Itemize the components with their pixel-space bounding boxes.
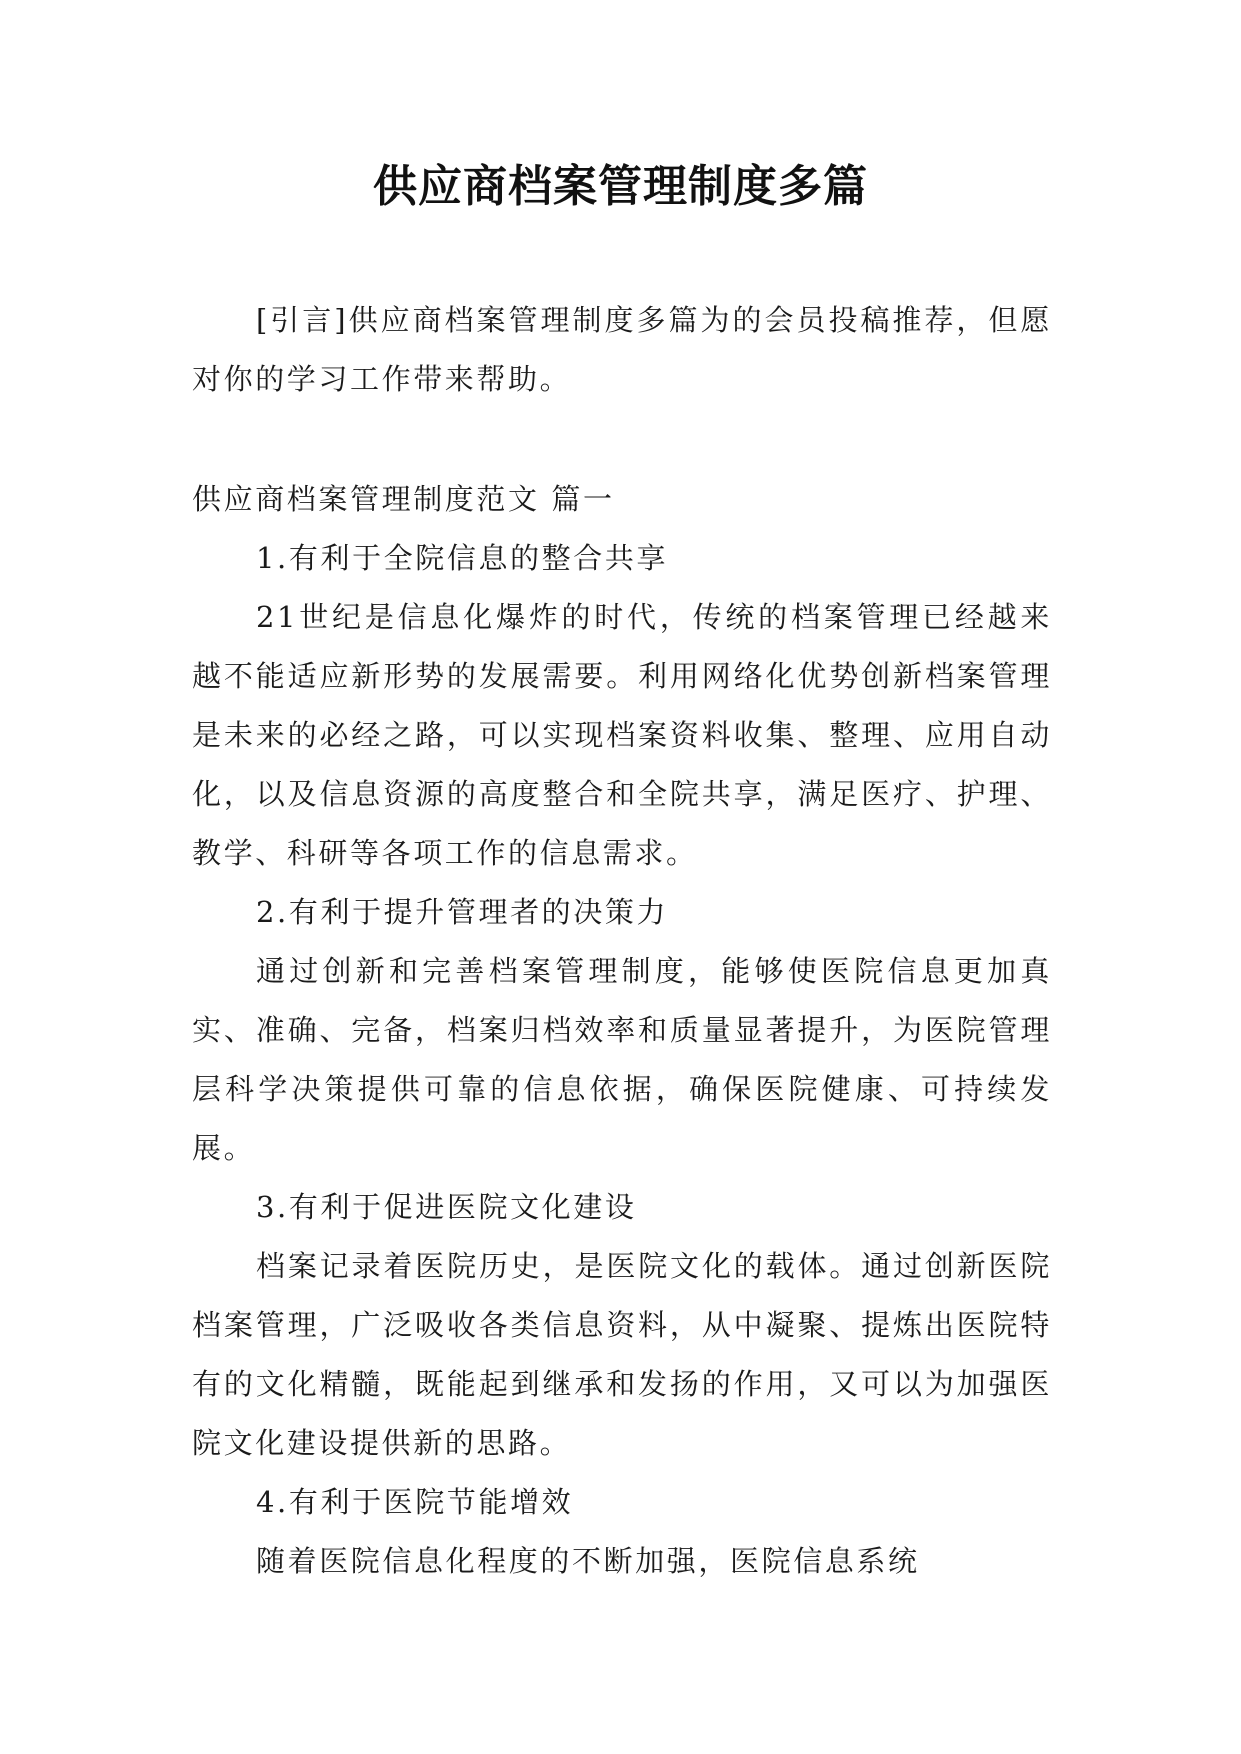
item-heading-3: 3.有利于促进医院文化建设 xyxy=(256,1190,637,1224)
item-paragraph-3: 档案记录着医院历史，是医院文化的载体。通过创新医院档案管理，广泛吸收各类信息资料，从中凝聚、提炼出医院特有的文化精髓，既能起到继承和发扬的作用，又可以为加强医院文化建设提供新的思路。 xyxy=(192,1249,1052,1460)
document-body xyxy=(192,470,1052,1591)
item-paragraph-2: 通过创新和完善档案管理制度，能够使医院信息更加真实、准确、完备，档案归档效率和质量显著提升，为医院管理层科学决策提供可靠的信息依据，确保医院健康、可持续发展。 xyxy=(192,954,1052,1165)
intro-block xyxy=(192,291,1052,409)
item-heading-1: 1.有利于全院信息的整合共享 xyxy=(256,541,669,575)
item-paragraph-1: 21世纪是信息化爆炸的时代，传统的档案管理已经越来越不能适应新形势的发展需要。利用网络化优势创新档案管理是未来的必经之路，可以实现档案资料收集、整理、应用自动化，以及信息资源的高度整合和全院共享，满足医疗、护理、教学、科研等各项工作的信息需求。 xyxy=(192,600,1052,870)
item-heading-2: 2.有利于提升管理者的决策力 xyxy=(256,895,669,929)
item-heading-4: 4.有利于医院节能增效 xyxy=(256,1485,574,1519)
document-title: 供应商档案管理制度多篇 xyxy=(373,161,868,212)
intro-paragraph: [引言]供应商档案管理制度多篇为的会员投稿推荐，但愿对你的学习工作带来帮助。 xyxy=(192,303,1052,396)
section-heading: 供应商档案管理制度范文 篇一 xyxy=(192,482,615,516)
item-paragraph-4: 随着医院信息化程度的不断加强，医院信息系统 xyxy=(256,1544,920,1578)
